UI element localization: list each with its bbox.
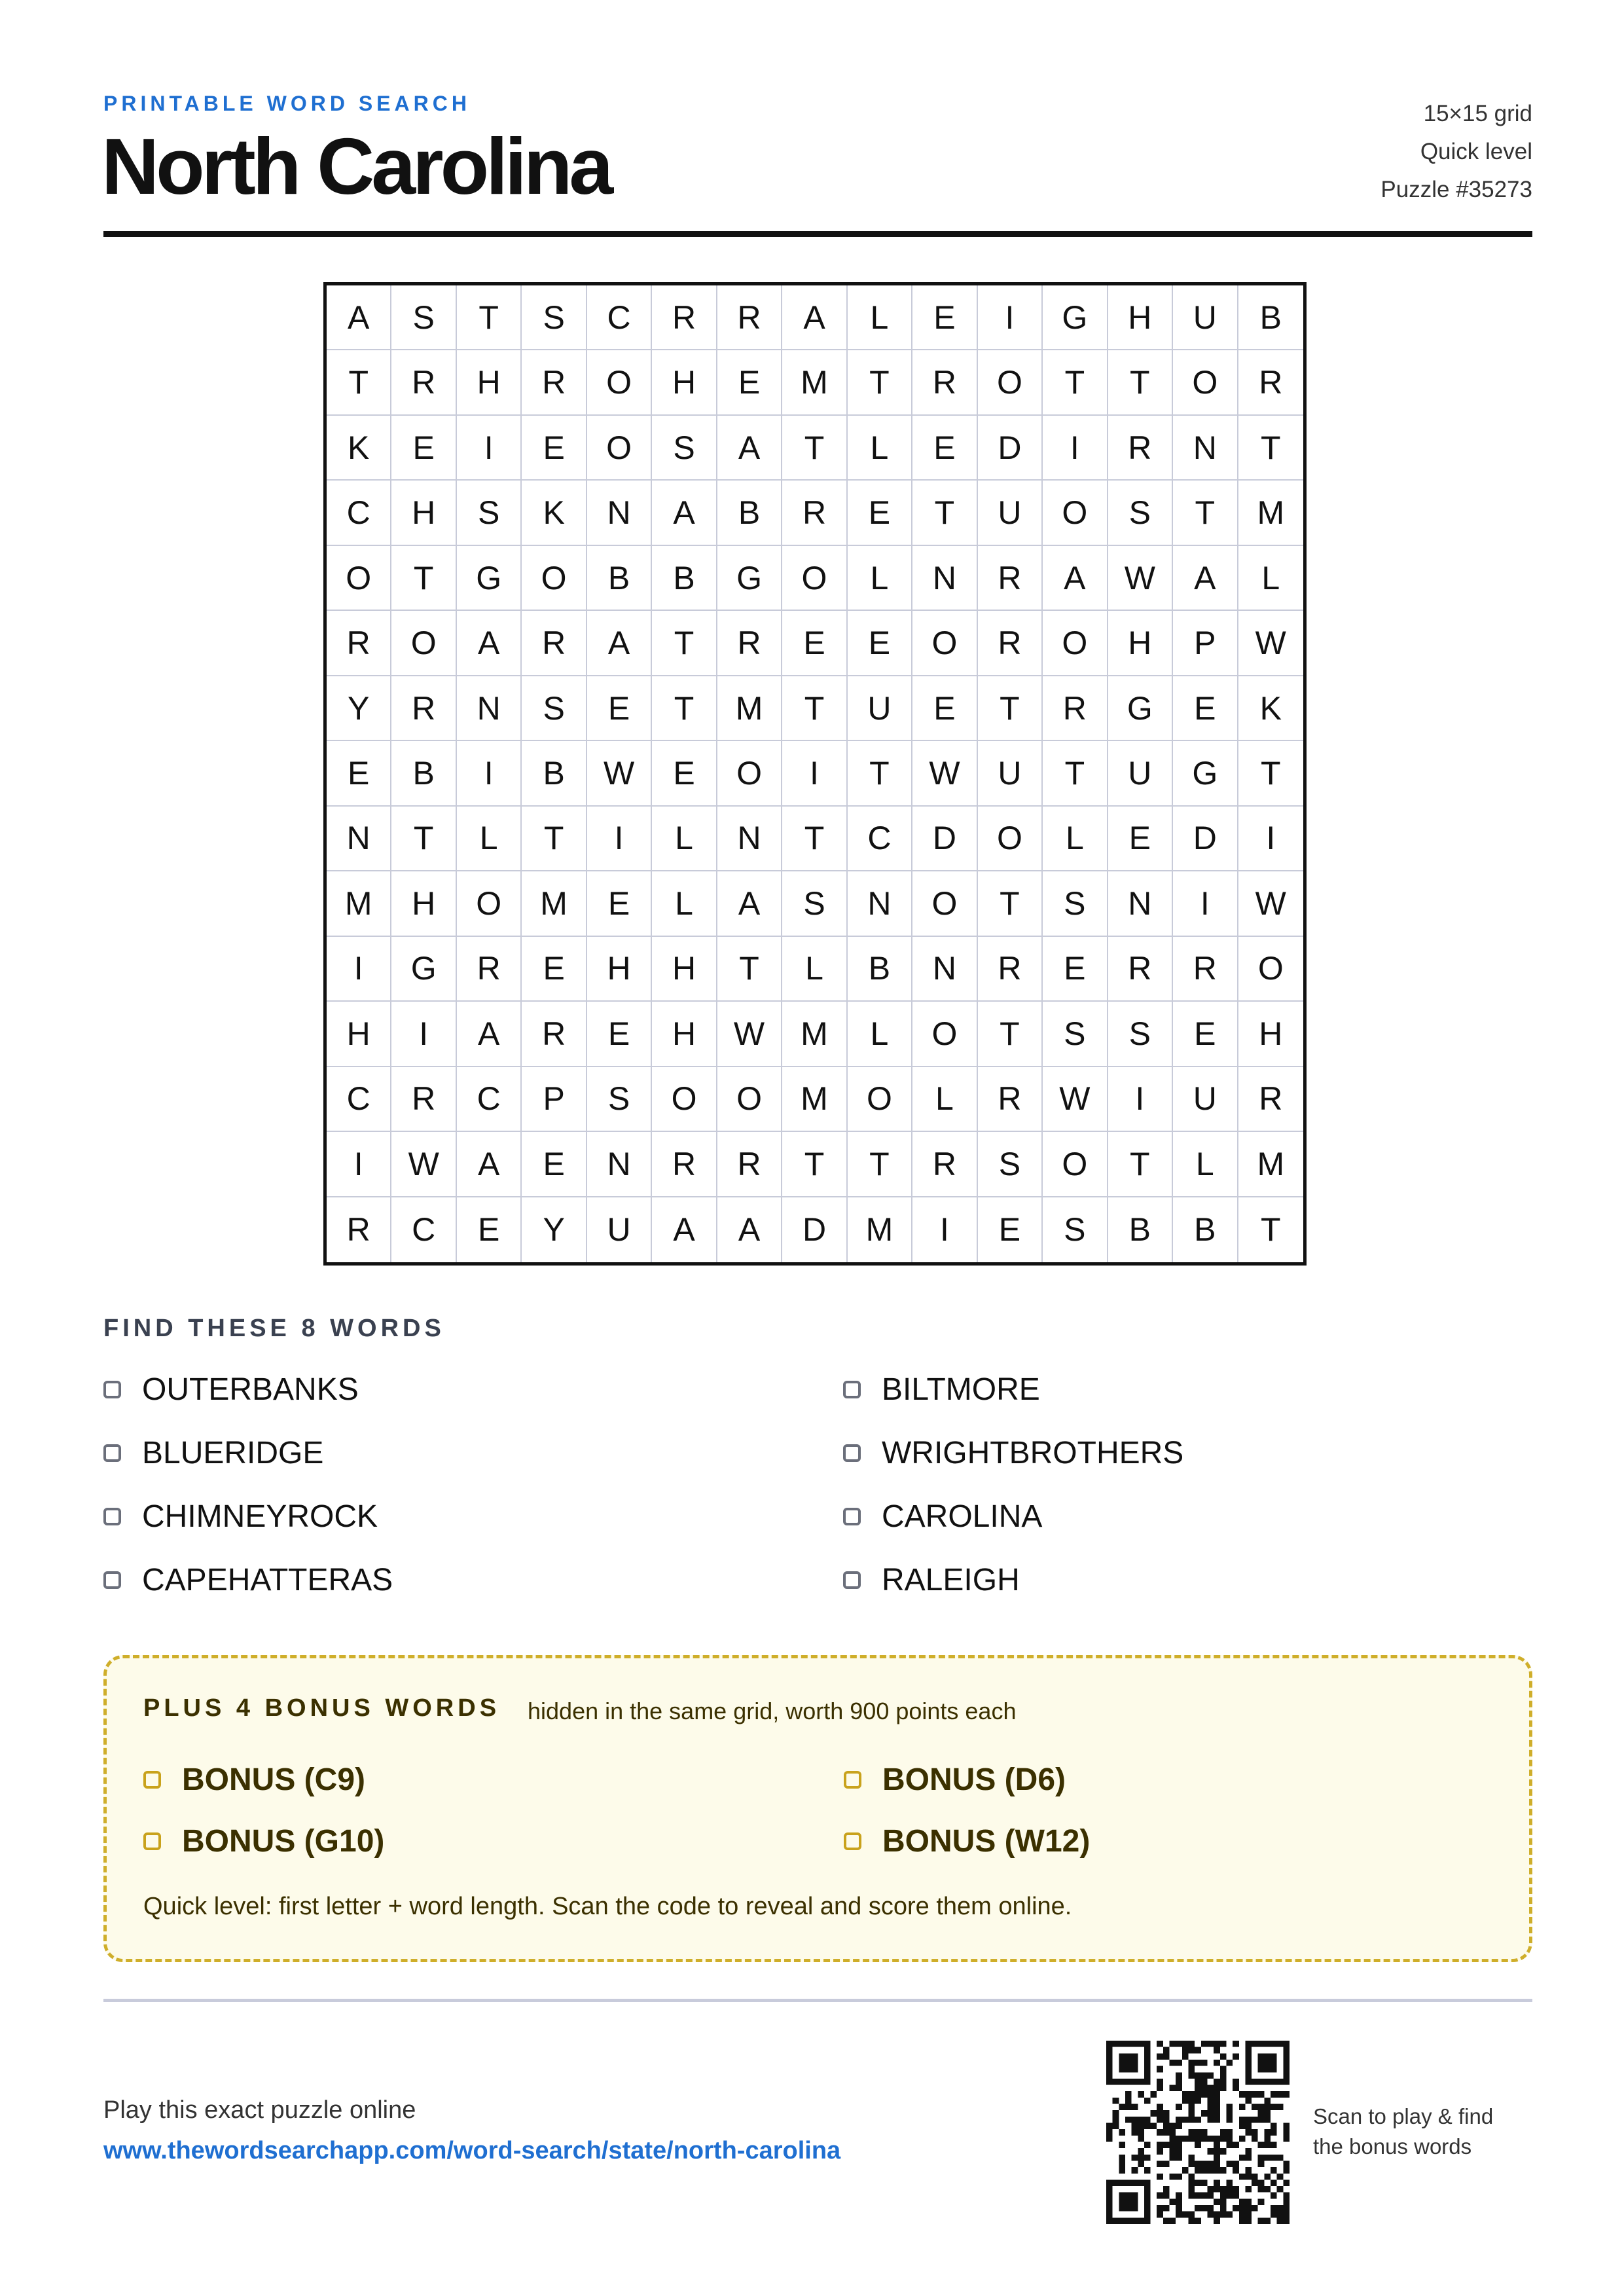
letter-grid[interactable]: [323, 282, 1307, 1266]
grid-cell[interactable]: W: [1238, 611, 1303, 676]
puzzle-meta: [1380, 95, 1532, 209]
grid-cell[interactable]: T: [978, 676, 1043, 741]
grid-cell[interactable]: T: [1043, 741, 1108, 806]
bonus-word-label: BONUS (D6): [882, 1762, 1066, 1797]
grid-cell[interactable]: O: [1043, 611, 1108, 676]
bonus-panel: [103, 1655, 1532, 1962]
level-label: Quick level: [1420, 139, 1532, 164]
grid-cell[interactable]: A: [717, 416, 782, 481]
grid-cell[interactable]: S: [652, 416, 717, 481]
grid-cell[interactable]: S: [457, 481, 522, 545]
grid-cell[interactable]: R: [978, 611, 1043, 676]
scan-caption: [1313, 2102, 1493, 2162]
play-online-label: Play this exact puzzle online: [103, 2096, 416, 2124]
grid-cell[interactable]: N: [1173, 416, 1238, 481]
grid-cell[interactable]: L: [652, 871, 717, 936]
grid-cell[interactable]: K: [1238, 676, 1303, 741]
grid-cell[interactable]: E: [1173, 676, 1238, 741]
grid-cell[interactable]: L: [1173, 1132, 1238, 1197]
grid-cell[interactable]: R: [391, 676, 456, 741]
grid-cell[interactable]: T: [1238, 416, 1303, 481]
grid-cell[interactable]: U: [1173, 285, 1238, 350]
grid-cell[interactable]: W: [912, 741, 977, 806]
grid-cell[interactable]: A: [782, 285, 847, 350]
grid-cell[interactable]: I: [391, 1002, 456, 1066]
grid-cell[interactable]: M: [782, 1067, 847, 1132]
grid-cell[interactable]: E: [1173, 1002, 1238, 1066]
grid-cell[interactable]: I: [327, 1132, 391, 1197]
grid-cell[interactable]: R: [1043, 676, 1108, 741]
grid-cell[interactable]: K: [327, 416, 391, 481]
grid-cell[interactable]: O: [912, 1002, 977, 1066]
grid-cell[interactable]: L: [1238, 546, 1303, 611]
grid-cell[interactable]: Y: [522, 1197, 586, 1262]
grid-cell[interactable]: R: [522, 611, 586, 676]
checkbox-icon[interactable]: [843, 1508, 861, 1525]
grid-cell[interactable]: O: [978, 350, 1043, 415]
checkbox-icon[interactable]: [844, 1771, 861, 1789]
word-label: CHIMNEYROCK: [142, 1499, 378, 1534]
bonus-word-item[interactable]: [844, 1822, 1433, 1860]
bonus-word-label: BONUS (G10): [182, 1823, 385, 1859]
puzzle-url-link[interactable]: www.thewordsearchapp.com/word-search/state/north-carolina: [103, 2137, 841, 2164]
grid-cell[interactable]: O: [652, 1067, 717, 1132]
grid-cell[interactable]: R: [522, 350, 586, 415]
grid-cell[interactable]: T: [1043, 350, 1108, 415]
grid-cell[interactable]: B: [652, 546, 717, 611]
word-list-item[interactable]: [843, 1497, 1532, 1535]
grid-cell[interactable]: U: [848, 676, 912, 741]
grid-cell[interactable]: C: [327, 1067, 391, 1132]
grid-cell[interactable]: R: [978, 546, 1043, 611]
checkbox-icon[interactable]: [103, 1571, 121, 1589]
grid-cell[interactable]: M: [327, 871, 391, 936]
grid-cell[interactable]: I: [457, 741, 522, 806]
grid-cell[interactable]: T: [1173, 481, 1238, 545]
word-list-item[interactable]: [103, 1370, 843, 1408]
grid-cell[interactable]: T: [848, 1132, 912, 1197]
grid-cell[interactable]: S: [1108, 1002, 1173, 1066]
qr-code-icon[interactable]: [1106, 2041, 1290, 2224]
checkbox-icon[interactable]: [843, 1381, 861, 1398]
grid-cell[interactable]: B: [587, 546, 652, 611]
grid-cell[interactable]: H: [1108, 611, 1173, 676]
grid-cell[interactable]: A: [652, 481, 717, 545]
grid-cell[interactable]: N: [587, 1132, 652, 1197]
grid-cell[interactable]: E: [848, 611, 912, 676]
scan-caption-line2: the bonus words: [1313, 2134, 1472, 2159]
grid-cell[interactable]: G: [1173, 741, 1238, 806]
checkbox-icon[interactable]: [844, 1832, 861, 1850]
grid-cell[interactable]: I: [978, 285, 1043, 350]
grid-cell[interactable]: N: [848, 871, 912, 936]
grid-cell[interactable]: S: [522, 676, 586, 741]
grid-cell[interactable]: R: [327, 611, 391, 676]
grid-cell[interactable]: R: [912, 350, 977, 415]
grid-cell[interactable]: M: [717, 676, 782, 741]
grid-cell[interactable]: E: [587, 1002, 652, 1066]
grid-cell[interactable]: R: [652, 285, 717, 350]
grid-cell[interactable]: A: [457, 1002, 522, 1066]
grid-cell[interactable]: H: [587, 937, 652, 1002]
checkbox-icon[interactable]: [103, 1381, 121, 1398]
grid-cell[interactable]: H: [391, 871, 456, 936]
grid-cell[interactable]: T: [978, 1002, 1043, 1066]
bonus-word-item[interactable]: [143, 1760, 844, 1798]
bonus-note: Quick level: first letter + word length. Scan the code to reveal and score them online.: [143, 1893, 1072, 1920]
grid-cell[interactable]: E: [912, 676, 977, 741]
grid-cell[interactable]: A: [717, 1197, 782, 1262]
grid-cell[interactable]: M: [1238, 1132, 1303, 1197]
bonus-word-list: [143, 1760, 1453, 1860]
grid-cell[interactable]: S: [391, 285, 456, 350]
grid-cell[interactable]: R: [391, 350, 456, 415]
grid-cell[interactable]: O: [912, 871, 977, 936]
grid-cell[interactable]: M: [1238, 481, 1303, 545]
grid-cell[interactable]: B: [522, 741, 586, 806]
word-label: OUTERBANKS: [142, 1372, 359, 1407]
grid-cell[interactable]: T: [1260, 1211, 1281, 1248]
grid-cell[interactable]: H: [391, 481, 456, 545]
grid-cell[interactable]: I: [1043, 416, 1108, 481]
grid-cell[interactable]: C: [587, 285, 652, 350]
grid-cell[interactable]: W: [1238, 871, 1303, 936]
grid-cell[interactable]: R: [391, 1067, 456, 1132]
grid-size-label: 15×15 grid: [1423, 101, 1532, 126]
checkbox-icon[interactable]: [843, 1444, 861, 1462]
grid-cell[interactable]: W: [1043, 1067, 1108, 1132]
grid-cell[interactable]: K: [522, 481, 586, 545]
grid-cell[interactable]: T: [1108, 1132, 1173, 1197]
grid-cell[interactable]: L: [848, 285, 912, 350]
grid-cell[interactable]: A: [457, 1132, 522, 1197]
grid-cell[interactable]: R: [912, 1132, 977, 1197]
grid-cell[interactable]: O: [1173, 350, 1238, 415]
word-list-heading: FIND THESE 8 WORDS: [103, 1315, 445, 1342]
header-divider: [103, 231, 1532, 237]
word-list-item[interactable]: [103, 1561, 843, 1599]
grid-cell[interactable]: L: [782, 937, 847, 1002]
grid-cell[interactable]: S: [1043, 871, 1108, 936]
grid-cell[interactable]: O: [848, 1067, 912, 1132]
grid-cell[interactable]: E: [522, 937, 586, 1002]
grid-cell[interactable]: S: [1043, 1002, 1108, 1066]
grid-cell[interactable]: T: [1108, 350, 1173, 415]
grid-cell[interactable]: R: [1238, 350, 1303, 415]
grid-cell[interactable]: R: [978, 1067, 1043, 1132]
grid-cell[interactable]: H: [1108, 285, 1173, 350]
grid-cell[interactable]: I: [1108, 1067, 1173, 1132]
grid-cell[interactable]: E: [1043, 937, 1108, 1002]
grid-cell[interactable]: B: [1108, 1197, 1173, 1262]
grid-cell[interactable]: O: [782, 546, 847, 611]
grid-cell[interactable]: T: [848, 741, 912, 806]
grid-cell[interactable]: E: [457, 1197, 522, 1262]
grid-cell[interactable]: T: [1238, 741, 1303, 806]
grid-cell[interactable]: A: [1173, 546, 1238, 611]
grid-cell[interactable]: O: [717, 741, 782, 806]
grid-cell[interactable]: O: [1043, 1132, 1108, 1197]
grid-cell[interactable]: A: [1043, 546, 1108, 611]
grid-cell[interactable]: D: [1173, 807, 1238, 871]
word-label: WRIGHTBROTHERS: [882, 1435, 1184, 1470]
word-list-item[interactable]: [103, 1434, 843, 1472]
grid-cell[interactable]: E: [522, 416, 586, 481]
bonus-heading: PLUS 4 BONUS WORDS: [143, 1694, 501, 1722]
grid-cell[interactable]: T: [912, 481, 977, 545]
grid-cell[interactable]: R: [717, 1132, 782, 1197]
grid-cell[interactable]: L: [848, 416, 912, 481]
grid-cell[interactable]: N: [457, 676, 522, 741]
grid-cell[interactable]: D: [912, 807, 977, 871]
grid-cell[interactable]: T: [652, 676, 717, 741]
grid-cell[interactable]: L: [848, 1002, 912, 1066]
checkbox-icon[interactable]: [143, 1832, 161, 1850]
grid-cell[interactable]: I: [1238, 807, 1303, 871]
grid-cell[interactable]: E: [848, 481, 912, 545]
grid-cell[interactable]: O: [522, 546, 586, 611]
grid-cell[interactable]: T: [848, 350, 912, 415]
grid-cell[interactable]: S: [587, 1067, 652, 1132]
grid-cell[interactable]: G: [1108, 676, 1173, 741]
grid-cell[interactable]: T: [978, 871, 1043, 936]
grid-cell[interactable]: R: [717, 285, 782, 350]
grid-cell[interactable]: S: [1043, 1197, 1108, 1262]
grid-cell[interactable]: R: [652, 1132, 717, 1197]
grid-cell[interactable]: G: [391, 937, 456, 1002]
grid-cell[interactable]: R: [1108, 937, 1173, 1002]
grid-cell[interactable]: W: [1108, 546, 1173, 611]
grid-cell[interactable]: E: [912, 416, 977, 481]
grid-cell[interactable]: I: [587, 807, 652, 871]
grid-cell[interactable]: O: [1043, 481, 1108, 545]
grid-cell[interactable]: A: [652, 1197, 717, 1262]
checkbox-icon[interactable]: [143, 1771, 161, 1789]
grid-cell[interactable]: N: [1108, 871, 1173, 936]
grid-cell[interactable]: N: [587, 481, 652, 545]
grid-cell[interactable]: H: [652, 350, 717, 415]
grid-cell[interactable]: O: [912, 611, 977, 676]
grid-cell[interactable]: B: [717, 481, 782, 545]
grid-cell[interactable]: N: [327, 807, 391, 871]
bonus-word-label: BONUS (C9): [182, 1762, 366, 1797]
grid-cell[interactable]: P: [1173, 611, 1238, 676]
grid-cell[interactable]: S: [522, 285, 586, 350]
grid-cell[interactable]: W: [391, 1132, 456, 1197]
grid-cell[interactable]: H: [457, 350, 522, 415]
grid-cell[interactable]: B: [391, 741, 456, 806]
scan-caption-line1: Scan to play & find: [1313, 2104, 1494, 2128]
grid-cell[interactable]: O: [1238, 937, 1303, 1002]
word-list: [103, 1370, 1532, 1599]
grid-cell[interactable]: B: [1238, 285, 1303, 350]
grid-cell[interactable]: M: [782, 350, 847, 415]
grid-cell[interactable]: M: [782, 1002, 847, 1066]
grid-cell[interactable]: T: [782, 416, 847, 481]
grid-cell[interactable]: M: [848, 1197, 912, 1262]
grid-cell[interactable]: I: [457, 416, 522, 481]
puzzle-id-label: Puzzle #35273: [1380, 177, 1532, 202]
grid-cell[interactable]: D: [782, 1197, 847, 1262]
grid-cell[interactable]: E: [652, 741, 717, 806]
grid-cell[interactable]: A: [457, 611, 522, 676]
grid-cell[interactable]: H: [327, 1002, 391, 1066]
grid-cell[interactable]: B: [848, 937, 912, 1002]
grid-cell[interactable]: O: [587, 416, 652, 481]
grid-cell[interactable]: W: [587, 741, 652, 806]
word-list-item[interactable]: [843, 1370, 1532, 1408]
grid-cell[interactable]: A: [587, 611, 652, 676]
grid-cell[interactable]: D: [978, 416, 1043, 481]
grid-cell[interactable]: I: [1173, 871, 1238, 936]
grid-cell[interactable]: C: [391, 1197, 456, 1262]
word-list-item[interactable]: [843, 1561, 1532, 1599]
grid-cell[interactable]: G: [457, 546, 522, 611]
checkbox-icon[interactable]: [843, 1571, 861, 1589]
grid-cell[interactable]: A: [717, 871, 782, 936]
grid-cell[interactable]: E: [717, 350, 782, 415]
grid-cell[interactable]: S: [978, 1132, 1043, 1197]
grid-cell[interactable]: U: [978, 741, 1043, 806]
word-label: CAROLINA: [882, 1499, 1043, 1534]
grid-cell[interactable]: N: [912, 937, 977, 1002]
page-title: North Carolina: [101, 122, 611, 211]
grid-cell[interactable]: T: [391, 546, 456, 611]
word-list-item[interactable]: [843, 1434, 1532, 1472]
grid-cell[interactable]: S: [782, 871, 847, 936]
grid-cell[interactable]: R: [717, 611, 782, 676]
grid-cell[interactable]: S: [1108, 481, 1173, 545]
word-label: BILTMORE: [882, 1372, 1040, 1407]
grid-cell[interactable]: T: [327, 350, 391, 415]
bonus-subheading: hidden in the same grid, worth 900 points each: [528, 1698, 1017, 1724]
grid-cell[interactable]: O: [457, 871, 522, 936]
grid-cell[interactable]: R: [782, 481, 847, 545]
grid-cell[interactable]: E: [391, 416, 456, 481]
grid-cell[interactable]: R: [978, 937, 1043, 1002]
grid-cell[interactable]: C: [848, 807, 912, 871]
grid-cell[interactable]: U: [1173, 1067, 1238, 1132]
bonus-word-item[interactable]: [143, 1822, 844, 1860]
grid-cell[interactable]: E: [978, 1197, 1043, 1262]
grid-cell[interactable]: C: [327, 481, 391, 545]
word-list-item[interactable]: [103, 1497, 843, 1535]
grid-cell[interactable]: R: [457, 937, 522, 1002]
word-label: RALEIGH: [882, 1562, 1020, 1597]
bonus-word-item[interactable]: [844, 1760, 1433, 1798]
grid-cell[interactable]: L: [652, 807, 717, 871]
grid-cell[interactable]: E: [587, 871, 652, 936]
grid-cell[interactable]: W: [717, 1002, 782, 1066]
bonus-word-label: BONUS (W12): [882, 1823, 1091, 1859]
grid-cell[interactable]: H: [652, 1002, 717, 1066]
grid-cell[interactable]: R: [522, 1002, 586, 1066]
grid-cell[interactable]: I: [912, 1197, 977, 1262]
grid-cell[interactable]: T: [522, 807, 586, 871]
grid-cell[interactable]: T: [391, 807, 456, 871]
grid-cell[interactable]: H: [652, 937, 717, 1002]
grid-cell[interactable]: R: [1108, 416, 1173, 481]
kicker-label: PRINTABLE WORD SEARCH: [103, 92, 471, 115]
grid-cell[interactable]: B: [1173, 1197, 1238, 1262]
grid-cell[interactable]: I: [327, 937, 391, 1002]
grid-cell[interactable]: L: [457, 807, 522, 871]
grid-cell[interactable]: U: [1108, 741, 1173, 806]
grid-cell[interactable]: Y: [327, 676, 391, 741]
grid-cell[interactable]: T: [717, 937, 782, 1002]
grid-cell[interactable]: E: [587, 676, 652, 741]
checkbox-icon[interactable]: [103, 1444, 121, 1462]
grid-cell[interactable]: T: [782, 1132, 847, 1197]
grid-cell[interactable]: M: [522, 871, 586, 936]
grid-cell[interactable]: U: [978, 481, 1043, 545]
grid-cell[interactable]: N: [717, 807, 782, 871]
grid-cell[interactable]: P: [522, 1067, 586, 1132]
grid-cell[interactable]: R: [327, 1197, 391, 1262]
grid-cell[interactable]: O: [327, 546, 391, 611]
grid-cell[interactable]: H: [1238, 1002, 1303, 1066]
grid-cell[interactable]: L: [912, 1067, 977, 1132]
grid-cell[interactable]: N: [912, 546, 977, 611]
footer-divider: [103, 1999, 1532, 2002]
grid-cell[interactable]: L: [1043, 807, 1108, 871]
grid-cell[interactable]: R: [1238, 1067, 1303, 1132]
grid-cell[interactable]: E: [912, 285, 977, 350]
grid-cell[interactable]: U: [587, 1197, 652, 1262]
grid-cell[interactable]: C: [457, 1067, 522, 1132]
checkbox-icon[interactable]: [103, 1508, 121, 1525]
grid-cell[interactable]: L: [848, 546, 912, 611]
grid-cell[interactable]: O: [391, 611, 456, 676]
grid-cell[interactable]: O: [717, 1067, 782, 1132]
grid-cell[interactable]: G: [717, 546, 782, 611]
grid-cell[interactable]: T: [782, 807, 847, 871]
word-label: BLUERIDGE: [142, 1435, 324, 1470]
grid-cell[interactable]: E: [782, 611, 847, 676]
grid-cell[interactable]: R: [1173, 937, 1238, 1002]
grid-cell[interactable]: A: [327, 285, 391, 350]
grid-cell[interactable]: O: [978, 807, 1043, 871]
grid-cell[interactable]: O: [587, 350, 652, 415]
grid-cell[interactable]: T: [652, 611, 717, 676]
grid-cell[interactable]: E: [327, 741, 391, 806]
grid-cell[interactable]: T: [457, 285, 522, 350]
grid-cell[interactable]: T: [782, 676, 847, 741]
grid-cell[interactable]: G: [1043, 285, 1108, 350]
grid-cell[interactable]: I: [782, 741, 847, 806]
grid-cell[interactable]: E: [522, 1132, 586, 1197]
word-label: CAPEHATTERAS: [142, 1562, 393, 1597]
grid-cell[interactable]: E: [1108, 807, 1173, 871]
